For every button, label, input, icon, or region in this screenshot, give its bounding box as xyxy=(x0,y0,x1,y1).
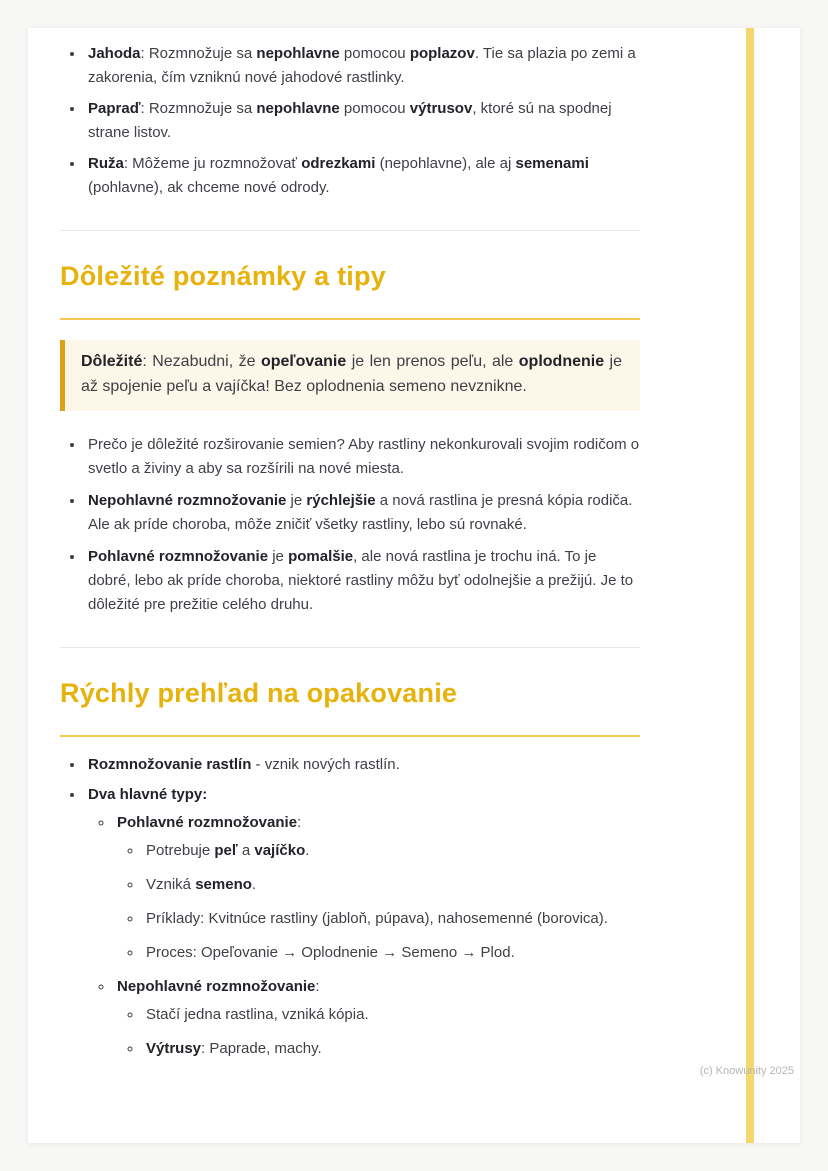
text-run-bold: vajíčko xyxy=(254,841,306,859)
section-quick-review xyxy=(60,672,640,1061)
text-run-bold: nepohlavne xyxy=(256,100,340,117)
nested-list xyxy=(117,839,640,965)
text-run: Prečo je dôležité rozširovanie semien? Aby rastliny nekonkurovali svojim rodičom o svetlo a živiny a aby sa rozšírili na nové miesta. xyxy=(88,435,640,477)
list-item xyxy=(85,152,640,200)
list-item xyxy=(85,783,640,1061)
text-run: je xyxy=(286,491,307,509)
text-run-bold: Ruža xyxy=(88,155,124,172)
nested-list xyxy=(88,811,640,1061)
list-item xyxy=(143,907,640,931)
text-run-bold: Dva hlavné typy: xyxy=(88,785,208,803)
text-run: je xyxy=(268,547,289,565)
text-run: : xyxy=(315,977,320,995)
list-item xyxy=(85,753,640,777)
text-run: : Rozmnožuje sa xyxy=(140,100,257,117)
text-run: : xyxy=(297,813,302,831)
text-run: - vznik nových rastlín. xyxy=(251,755,400,773)
text-run-bold: semeno xyxy=(195,875,252,893)
text-run: (pohlavne), ak chceme nové odrody. xyxy=(88,179,330,196)
list-item xyxy=(85,433,640,481)
plant-examples-list xyxy=(60,42,640,200)
notes-list xyxy=(60,433,640,617)
list-item xyxy=(85,489,640,537)
list-item xyxy=(85,97,640,145)
text-run-bold: opeľovanie xyxy=(260,353,347,371)
section-heading-review: Rýchly prehľad na opakovanie xyxy=(60,672,640,737)
text-run-bold: semenami xyxy=(515,155,589,172)
text-run: Príklady: Kvitnúce rastliny (jabloň, púpava), nahosemenné (borovica). xyxy=(146,909,608,927)
text-run: Stačí jedna rastlina, vzniká kópia. xyxy=(146,1005,369,1023)
text-run: a nová rastlina je presná kópia rodiča. Ale ak príde choroba, môže zničiť všetky rastliny, lebo sú rovnaké. xyxy=(88,491,633,533)
list-item xyxy=(85,545,640,617)
text-run: je až spojenie peľu a vajíčka! Bez oplodnenia semeno nevznikne. xyxy=(81,353,623,395)
text-run: Proces: Opeľovanie → Oplodnenie → Semeno → Plod. xyxy=(146,943,515,961)
text-run: Potrebuje xyxy=(146,841,215,859)
list-item xyxy=(143,941,640,965)
text-run-bold: pomalšie xyxy=(288,547,354,565)
text-run: Vzniká xyxy=(146,875,196,893)
text-run-bold: Jahoda xyxy=(88,45,141,62)
decorative-edge-stripe xyxy=(746,28,754,1143)
text-run: : Rozmnožuje sa xyxy=(140,45,257,62)
text-run-bold: nepohlavne xyxy=(256,45,340,62)
text-run: je len prenos peľu, ale xyxy=(346,353,519,371)
text-run: , ale nová rastlina je trochu iná. To je dobré, lebo ak príde choroba, niektoré rastliny môžu byť odolnejšie a prežijú. Je to dôležité pre prežitie celého druhu. xyxy=(88,547,634,613)
text-run: pomocou xyxy=(339,45,410,62)
list-item xyxy=(143,1037,640,1061)
list-item xyxy=(143,1003,640,1027)
list-item xyxy=(114,975,640,1061)
important-callout xyxy=(60,340,640,411)
text-run-bold: oplodnenie xyxy=(518,353,605,371)
list-item xyxy=(143,873,640,897)
callout-text xyxy=(81,350,622,400)
review-list xyxy=(60,753,640,1061)
text-run: : Paprade, machy. xyxy=(201,1039,322,1057)
text-run: . xyxy=(251,875,257,893)
list-item xyxy=(114,811,640,965)
text-run: a xyxy=(237,841,255,859)
section-important-notes xyxy=(60,255,640,617)
text-run-bold: peľ xyxy=(214,841,238,859)
text-run-bold: Pohlavné rozmnožovanie xyxy=(117,813,298,831)
text-run-bold: Nepohlavné rozmnožovanie xyxy=(117,977,316,995)
nested-list xyxy=(117,1003,640,1061)
text-run: , ktoré sú na spodnej strane listov. xyxy=(88,100,612,141)
text-run-bold: Výtrusy xyxy=(146,1039,202,1057)
text-run-bold: Rozmnožovanie rastlín xyxy=(88,755,252,773)
text-run-bold: výtrusov xyxy=(409,100,473,117)
text-run: (nepohlavne), ale aj xyxy=(375,155,516,172)
document-page xyxy=(28,28,800,1143)
list-item xyxy=(85,42,640,90)
document-content xyxy=(60,42,640,1071)
text-run-bold: Papraď xyxy=(88,100,141,117)
text-run: . xyxy=(305,841,310,859)
text-run-bold: rýchlejšie xyxy=(306,491,376,509)
text-run-bold: poplazov xyxy=(409,45,475,62)
section-heading-notes: Dôležité poznámky a tipy xyxy=(60,255,640,320)
text-run-bold: odrezkami xyxy=(301,155,376,172)
list-item xyxy=(143,839,640,863)
text-run-bold: Dôležité xyxy=(81,353,143,371)
text-run: . Tie sa plazia po zemi a zakorenia, čím vzniknú nové jahodové rastlinky. xyxy=(88,45,636,86)
section-divider-2 xyxy=(60,647,640,648)
text-run: pomocou xyxy=(339,100,410,117)
text-run: : Môžeme ju rozmnožovať xyxy=(123,155,302,172)
copyright-watermark: (c) Knowunity 2025 xyxy=(699,1065,794,1077)
text-run-bold: Pohlavné rozmnožovanie xyxy=(88,547,269,565)
text-run: : Nezabudni, že xyxy=(142,353,261,371)
section-divider xyxy=(60,230,640,231)
text-run-bold: Nepohlavné rozmnožovanie xyxy=(88,491,287,509)
